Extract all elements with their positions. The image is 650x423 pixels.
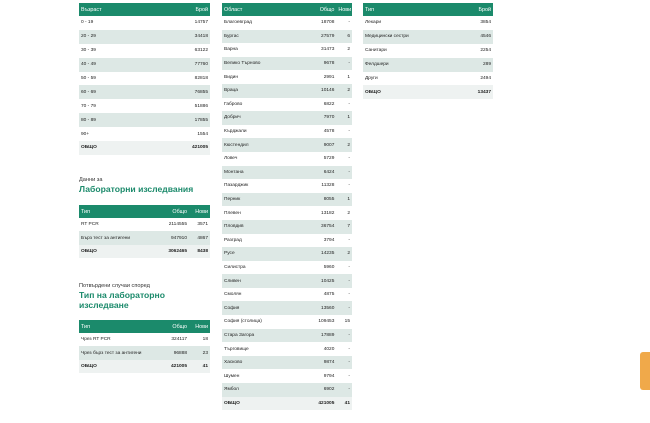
region-new: 1 bbox=[336, 70, 352, 84]
age-group: 90+ bbox=[79, 127, 145, 141]
region-total: 10146 bbox=[303, 84, 337, 98]
table-row bbox=[222, 152, 352, 166]
region-total: 9678 bbox=[303, 57, 337, 71]
total-col-header: Общо bbox=[303, 3, 337, 16]
region-new: - bbox=[336, 383, 352, 397]
age-count: 82818 bbox=[145, 72, 211, 86]
total-row bbox=[79, 245, 210, 258]
total-new: 8438 bbox=[189, 245, 210, 258]
table-row bbox=[222, 16, 352, 30]
region-name: Плевен bbox=[222, 206, 303, 220]
region-name: Ловеч bbox=[222, 152, 303, 166]
region-total: 13182 bbox=[303, 206, 337, 220]
table-row bbox=[222, 329, 352, 343]
region-name: Ямбол bbox=[222, 383, 303, 397]
confirmed-section-heading bbox=[79, 283, 219, 310]
total-label: ОБЩО bbox=[363, 85, 428, 99]
region-new: - bbox=[336, 57, 352, 71]
age-group: 40 - 49 bbox=[79, 58, 145, 72]
region-table bbox=[222, 3, 352, 410]
table-row bbox=[79, 85, 210, 99]
age-count: 77760 bbox=[145, 58, 211, 72]
table-row bbox=[79, 127, 210, 141]
region-new: 2 bbox=[336, 138, 352, 152]
region-name: Пазарджик bbox=[222, 179, 303, 193]
region-total: 2991 bbox=[303, 70, 337, 84]
table-row bbox=[222, 30, 352, 44]
test-new: 18 bbox=[189, 333, 210, 346]
region-new: - bbox=[336, 125, 352, 139]
table-row bbox=[222, 288, 352, 302]
test-new: 4867 bbox=[189, 231, 210, 244]
table-row bbox=[222, 166, 352, 180]
table-row bbox=[222, 70, 352, 84]
region-new: 1 bbox=[336, 193, 352, 207]
total-new: 41 bbox=[189, 360, 210, 373]
region-name: Велико Търново bbox=[222, 57, 303, 71]
table-row bbox=[222, 138, 352, 152]
staff-type: Медицински сестри bbox=[363, 30, 428, 44]
table-row bbox=[222, 193, 352, 207]
staff-count: 4546 bbox=[428, 30, 493, 44]
type-col-header: Тип bbox=[363, 3, 428, 16]
new-col-header: Нови bbox=[189, 205, 210, 218]
region-total: 4020 bbox=[303, 342, 337, 356]
total-value: 421005 bbox=[145, 141, 211, 155]
staff-type: Фелдшери bbox=[363, 58, 428, 72]
region-new: 2 bbox=[336, 43, 352, 57]
region-total: 3794 bbox=[303, 234, 337, 248]
region-name: Разград bbox=[222, 234, 303, 248]
test-new: 23 bbox=[189, 346, 210, 359]
region-total: 9007 bbox=[303, 138, 337, 152]
region-name: Кюстендил bbox=[222, 138, 303, 152]
table-row bbox=[363, 72, 493, 86]
table-row bbox=[79, 72, 210, 86]
region-new: 2 bbox=[336, 247, 352, 261]
total-new: 41 bbox=[336, 397, 352, 411]
total-row bbox=[222, 397, 352, 411]
region-name: Добрич bbox=[222, 111, 303, 125]
table-row bbox=[222, 315, 352, 329]
table-row bbox=[363, 30, 493, 44]
section-title-line2: изследване bbox=[79, 300, 129, 310]
staff-count: 2494 bbox=[428, 72, 493, 86]
section-title: Лабораторни изследвания bbox=[79, 184, 194, 194]
total-value: 13437 bbox=[428, 85, 493, 99]
total-col-header: Общо bbox=[160, 320, 189, 333]
region-name: Смолян bbox=[222, 288, 303, 302]
region-new: 15 bbox=[336, 315, 352, 329]
age-group: 80 - 89 bbox=[79, 113, 145, 127]
table-row bbox=[79, 58, 210, 72]
region-new: - bbox=[336, 98, 352, 112]
age-count: 14757 bbox=[145, 16, 211, 30]
type-col-header: Тип bbox=[79, 320, 160, 333]
age-group: 30 - 39 bbox=[79, 44, 145, 58]
age-count: 17855 bbox=[145, 113, 211, 127]
region-new: 7 bbox=[336, 220, 352, 234]
region-name: Търговище bbox=[222, 342, 303, 356]
type-col-header: Тип bbox=[79, 205, 160, 218]
table-row bbox=[79, 99, 210, 113]
section-title-line1: Тип на лабораторно bbox=[79, 290, 166, 300]
table-row bbox=[222, 57, 352, 71]
floating-side-tab[interactable] bbox=[640, 352, 650, 390]
region-new: - bbox=[336, 369, 352, 383]
total-label: ОБЩО bbox=[79, 141, 145, 155]
staff-count: 3854 bbox=[428, 16, 493, 30]
region-new: - bbox=[336, 288, 352, 302]
age-group: 50 - 59 bbox=[79, 72, 145, 86]
table-row bbox=[79, 218, 210, 231]
region-total: 7970 bbox=[303, 111, 337, 125]
age-col-header: Възраст bbox=[79, 3, 145, 16]
region-total: 8055 bbox=[303, 193, 337, 207]
age-count: 63122 bbox=[145, 44, 211, 58]
region-total: 18708 bbox=[303, 16, 337, 30]
region-total: 27579 bbox=[303, 30, 337, 44]
region-new: - bbox=[336, 356, 352, 370]
age-count: 76855 bbox=[145, 85, 211, 99]
test-total: 2114555 bbox=[160, 218, 189, 231]
region-col-header: Област bbox=[222, 3, 303, 16]
table-row bbox=[222, 220, 352, 234]
region-name: София (столица) bbox=[222, 315, 303, 329]
region-name: Враца bbox=[222, 84, 303, 98]
region-total: 109453 bbox=[303, 315, 337, 329]
region-name: Шумен bbox=[222, 369, 303, 383]
region-name: Перник bbox=[222, 193, 303, 207]
age-group: 70 - 79 bbox=[79, 99, 145, 113]
table-row bbox=[222, 125, 352, 139]
table-row bbox=[222, 234, 352, 248]
region-new: - bbox=[336, 261, 352, 275]
table-row bbox=[79, 231, 210, 244]
total-label: ОБЩО bbox=[79, 245, 160, 258]
region-new: - bbox=[336, 166, 352, 180]
lab-section-heading bbox=[79, 177, 219, 194]
total-value: 421005 bbox=[160, 360, 189, 373]
age-count: 34418 bbox=[145, 30, 211, 44]
region-new: 6 bbox=[336, 30, 352, 44]
new-col-header: Нови bbox=[189, 320, 210, 333]
region-total: 9794 bbox=[303, 369, 337, 383]
total-label: ОБЩО bbox=[79, 360, 160, 373]
table-row bbox=[222, 261, 352, 275]
table-row bbox=[222, 369, 352, 383]
region-new: - bbox=[336, 329, 352, 343]
table-row bbox=[222, 84, 352, 98]
table-row bbox=[79, 16, 210, 30]
region-new: - bbox=[336, 301, 352, 315]
table-row bbox=[222, 383, 352, 397]
table-row bbox=[79, 113, 210, 127]
age-count: 1554 bbox=[145, 127, 211, 141]
table-row bbox=[363, 58, 493, 72]
region-total: 13560 bbox=[303, 301, 337, 315]
region-name: Монтана bbox=[222, 166, 303, 180]
total-row bbox=[363, 85, 493, 99]
table-row bbox=[79, 346, 210, 359]
table-row bbox=[363, 16, 493, 30]
staff-type: Други bbox=[363, 72, 428, 86]
total-value: 3062465 bbox=[160, 245, 189, 258]
table-row bbox=[363, 44, 493, 58]
test-new: 3571 bbox=[189, 218, 210, 231]
section-kicker: Данни за bbox=[79, 177, 103, 183]
test-type: Бърз тест за антигени bbox=[79, 231, 160, 244]
table-row bbox=[222, 247, 352, 261]
region-name: Хасково bbox=[222, 356, 303, 370]
region-total: 5960 bbox=[303, 261, 337, 275]
table-row bbox=[222, 342, 352, 356]
table-row bbox=[222, 274, 352, 288]
total-row bbox=[79, 360, 210, 373]
region-total: 14235 bbox=[303, 247, 337, 261]
table-row bbox=[222, 206, 352, 220]
table-row bbox=[222, 43, 352, 57]
region-new: 2 bbox=[336, 84, 352, 98]
test-type: Чрез RT PCR bbox=[79, 333, 160, 346]
region-total: 4875 bbox=[303, 288, 337, 302]
test-type: RT PCR bbox=[79, 218, 160, 231]
age-group: 20 - 29 bbox=[79, 30, 145, 44]
test-total: 947910 bbox=[160, 231, 189, 244]
region-name: Сливен bbox=[222, 274, 303, 288]
age-table bbox=[79, 3, 210, 155]
count-col-header: Брой bbox=[145, 3, 211, 16]
region-name: Кърджали bbox=[222, 125, 303, 139]
region-total: 9874 bbox=[303, 356, 337, 370]
test-type: Чрез бърз тест за антигени bbox=[79, 346, 160, 359]
table-row bbox=[222, 301, 352, 315]
total-col-header: Общо bbox=[160, 205, 189, 218]
region-new: - bbox=[336, 152, 352, 166]
region-name: София bbox=[222, 301, 303, 315]
region-name: Бургас bbox=[222, 30, 303, 44]
staff-count: 2254 bbox=[428, 44, 493, 58]
test-total: 96888 bbox=[160, 346, 189, 359]
region-new: - bbox=[336, 274, 352, 288]
region-total: 17889 bbox=[303, 329, 337, 343]
total-row bbox=[79, 141, 210, 155]
region-total: 10425 bbox=[303, 274, 337, 288]
region-total: 6822 bbox=[303, 98, 337, 112]
table-row bbox=[222, 179, 352, 193]
table-row bbox=[222, 111, 352, 125]
table-row bbox=[79, 44, 210, 58]
age-group: 60 - 69 bbox=[79, 85, 145, 99]
region-name: Пловдив bbox=[222, 220, 303, 234]
region-new: - bbox=[336, 234, 352, 248]
region-new: - bbox=[336, 342, 352, 356]
age-table-body bbox=[79, 16, 210, 155]
region-total: 36754 bbox=[303, 220, 337, 234]
test-total: 324117 bbox=[160, 333, 189, 346]
section-kicker: Потвърдени случаи според bbox=[79, 283, 150, 289]
new-col-header: Нови bbox=[336, 3, 352, 16]
medical-staff-table bbox=[363, 3, 493, 99]
region-name: Видин bbox=[222, 70, 303, 84]
region-name: Стара Загора bbox=[222, 329, 303, 343]
region-name: Благоевград bbox=[222, 16, 303, 30]
region-name: Габрово bbox=[222, 98, 303, 112]
total-value: 421005 bbox=[303, 397, 337, 411]
staff-type: Санитари bbox=[363, 44, 428, 58]
confirmed-by-test-table bbox=[79, 320, 210, 373]
region-new: - bbox=[336, 179, 352, 193]
region-total: 31473 bbox=[303, 43, 337, 57]
region-total: 6424 bbox=[303, 166, 337, 180]
region-name: Русе bbox=[222, 247, 303, 261]
table-row bbox=[222, 98, 352, 112]
age-group: 0 - 19 bbox=[79, 16, 145, 30]
region-total: 11328 bbox=[303, 179, 337, 193]
table-row bbox=[222, 356, 352, 370]
table-row bbox=[79, 30, 210, 44]
region-total: 6902 bbox=[303, 383, 337, 397]
table-row bbox=[79, 333, 210, 346]
count-col-header: Брой bbox=[428, 3, 493, 16]
staff-count: 289 bbox=[428, 58, 493, 72]
age-count: 51886 bbox=[145, 99, 211, 113]
staff-type: Лекари bbox=[363, 16, 428, 30]
region-name: Силистра bbox=[222, 261, 303, 275]
region-total: 4578 bbox=[303, 125, 337, 139]
lab-tests-table bbox=[79, 205, 210, 258]
region-total: 5729 bbox=[303, 152, 337, 166]
region-new: 2 bbox=[336, 206, 352, 220]
region-name: Варна bbox=[222, 43, 303, 57]
region-new: - bbox=[336, 16, 352, 30]
total-label: ОБЩО bbox=[222, 397, 303, 411]
region-new: 1 bbox=[336, 111, 352, 125]
